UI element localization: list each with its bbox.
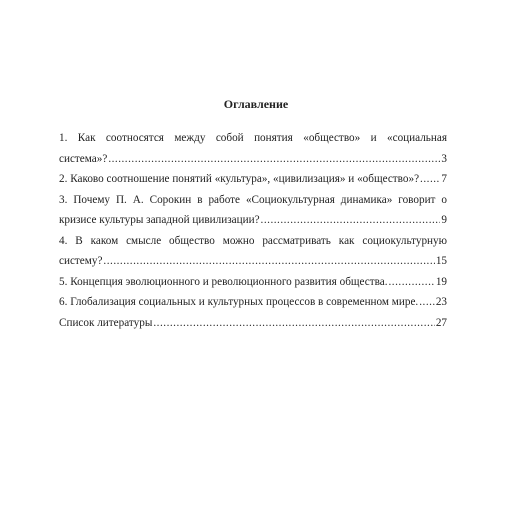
toc-page-number: 23 (435, 296, 447, 308)
dot-leader (419, 292, 435, 313)
toc-entry-line (59, 210, 447, 231)
toc-entry-text: система»? (59, 152, 108, 165)
toc-entry-text: 2. Каково соотношение понятий «культура», «цивилизация» и «общество»? (59, 173, 420, 185)
toc-entry-3[interactable] (59, 190, 447, 231)
toc-entry-line (59, 272, 447, 293)
toc-entry-text: кризисе культуры западной цивилизации? (59, 214, 260, 226)
toc-entry-text: 5. Концепция эволюционного и революционного развития общества. (59, 275, 388, 288)
dot-leader (261, 210, 441, 231)
table-of-contents (59, 128, 447, 333)
toc-entry-7[interactable] (59, 313, 447, 334)
toc-entry-5[interactable] (59, 272, 447, 293)
toc-entry-4[interactable] (59, 231, 447, 272)
dot-leader (420, 169, 440, 190)
toc-entry-line (59, 251, 447, 272)
dot-leader (389, 272, 435, 293)
toc-page-number: 7 (441, 173, 447, 185)
toc-page-number: 9 (441, 214, 447, 226)
toc-entry-text: систему? (59, 255, 103, 267)
toc-entry-text: Список литературы (59, 316, 153, 329)
dot-leader (103, 251, 434, 272)
toc-page-number: 19 (435, 275, 447, 288)
toc-entry-text: 6. Глобализация социальных и культурных процессов в современном мире. (59, 296, 419, 308)
toc-entry-text: 1. Как соотносятся между собой понятия «общество» и «социальная (59, 132, 447, 144)
toc-title: Оглавление (223, 97, 289, 111)
toc-page-number: 15 (435, 255, 447, 267)
toc-entry-line (59, 292, 447, 313)
toc-page-number: 27 (435, 316, 447, 329)
dot-leader (108, 149, 440, 170)
toc-entry-6[interactable] (59, 292, 447, 313)
dot-leader (153, 313, 434, 334)
toc-entry-line (59, 149, 447, 170)
toc-entry-text: 4. В каком смысле общество можно рассматривать как социокультурную (59, 234, 447, 247)
toc-entry-text: 3. Почему П. А. Сорокин в работе «Социокультурная динамика» говорит о (59, 193, 447, 206)
toc-entry-line (59, 313, 447, 334)
toc-entry-1[interactable] (59, 128, 447, 169)
toc-entry-line (59, 169, 447, 190)
toc-entry-2[interactable] (59, 169, 447, 190)
toc-page-number: 3 (441, 152, 447, 165)
